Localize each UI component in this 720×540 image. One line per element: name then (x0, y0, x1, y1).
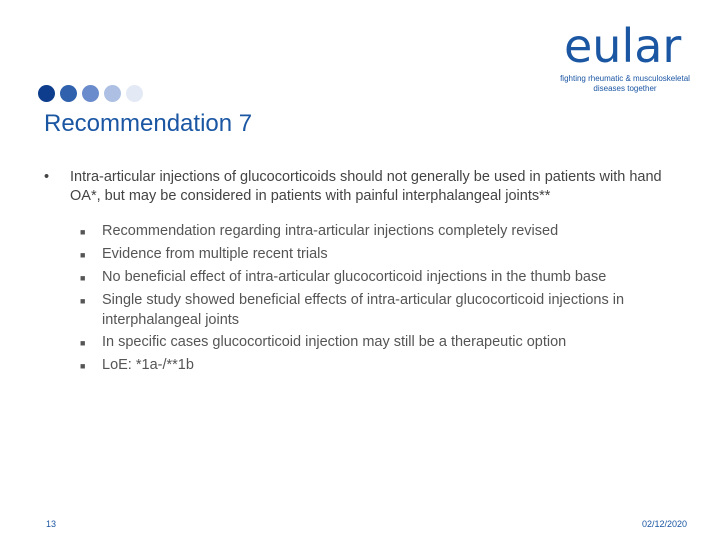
dot-1 (38, 85, 55, 102)
square-bullet-icon: ■ (80, 273, 86, 283)
page-number: 13 (46, 519, 57, 529)
footer-date: 02/12/2020 (641, 519, 687, 529)
sub-bullet-text: Recommendation regarding intra-articular injections completely revised (102, 223, 559, 239)
sub-bullet-item (80, 356, 690, 376)
sub-bullet-text: Evidence from multiple recent trials (102, 246, 328, 262)
dot-3 (82, 85, 99, 102)
sub-bullet-text: LoE: *1a-/**1b (102, 357, 194, 373)
sub-bullet-item (80, 291, 690, 330)
square-bullet-icon: ■ (80, 296, 86, 306)
main-bullet-text: Intra-articular injections of glucocorticoids should not generally be used in patients with hand OA*, but may be considered in patients with painful interphalangeal joints** (70, 169, 662, 204)
sub-bullet-text: Single study showed beneficial effects of intra-articular glucocorticoid injections in interphalangeal joints (102, 292, 625, 328)
sub-bullet-item (80, 333, 690, 353)
square-bullet-icon: ■ (80, 338, 86, 348)
sub-bullet-list (80, 222, 690, 379)
bullet-marker: • (44, 169, 50, 185)
eular-logo (560, 20, 700, 94)
logo-tagline (560, 74, 700, 94)
main-bullet (44, 168, 694, 206)
decorative-dots (38, 85, 143, 103)
dot-2 (60, 85, 77, 102)
logo-tagline-line1: fighting rheumatic & musculoskeletal (560, 74, 690, 83)
logo-tagline-line2: diseases together (593, 84, 657, 93)
sub-bullet-item (80, 268, 690, 288)
square-bullet-icon: ■ (80, 250, 86, 260)
slide-title: Recommendation 7 (44, 110, 253, 137)
logo-wordmark: eular (564, 19, 682, 73)
square-bullet-icon: ■ (80, 227, 86, 237)
sub-bullet-text: In specific cases glucocorticoid injection may still be a therapeutic option (102, 334, 567, 350)
sub-bullet-text: No beneficial effect of intra-articular glucocorticoid injections in the thumb base (102, 269, 607, 285)
square-bullet-icon: ■ (80, 361, 86, 371)
dot-5 (126, 85, 143, 102)
sub-bullet-item (80, 245, 690, 265)
sub-bullet-item (80, 222, 690, 242)
dot-4 (104, 85, 121, 102)
